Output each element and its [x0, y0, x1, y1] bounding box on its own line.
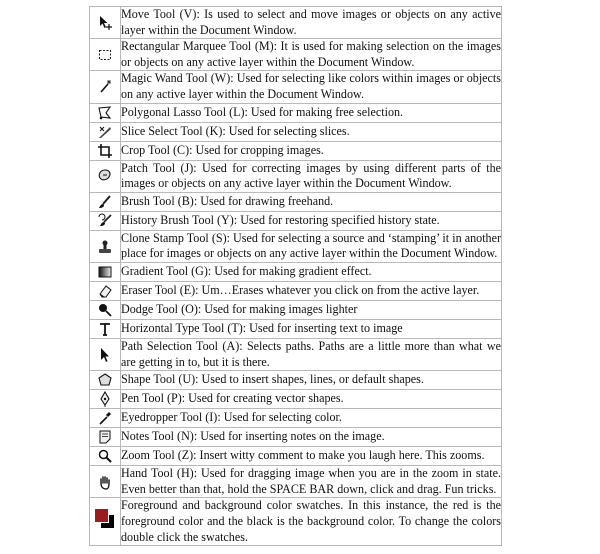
eyedropper-tool-icon — [97, 410, 113, 426]
table-row — [90, 141, 502, 160]
table-row — [90, 262, 502, 281]
crop-tool-icon — [97, 143, 113, 159]
icon-cell — [90, 192, 121, 211]
magic-wand-icon — [97, 79, 113, 95]
tool-description: History Brush Tool (Y): Used for restoring specified history state. — [121, 211, 502, 230]
tool-description: Eraser Tool (E): Um…Erases whatever you click on from the active layer. — [121, 281, 502, 300]
tool-description: Gradient Tool (G): Used for making gradient effect. — [121, 262, 502, 281]
tool-description: Notes Tool (N): Used for inserting notes on the image. — [121, 428, 502, 447]
tool-description: Patch Tool (J): Used for correcting images by using different parts of the images or objects on any active layer within the Document Window. — [121, 160, 502, 192]
slice-select-icon — [97, 124, 113, 140]
table-row — [90, 466, 502, 498]
icon-cell — [90, 428, 121, 447]
tool-description: Hand Tool (H): Used for dragging image when you are in the zoom in state. Even better than that, hold the SPACE BAR down, click and drag. Fun tricks. — [121, 466, 502, 498]
table-row — [90, 71, 502, 103]
table-row — [90, 160, 502, 192]
tool-description: Magic Wand Tool (W): Used for selecting like colors within images or objects on any active layer within the Document Window. — [121, 71, 502, 103]
icon-cell — [90, 211, 121, 230]
patch-tool-icon — [97, 168, 113, 184]
table-row — [90, 338, 502, 370]
type-tool-icon — [97, 321, 113, 337]
table-row — [90, 390, 502, 409]
tool-description: Eyedropper Tool (I): Used for selecting color. — [121, 409, 502, 428]
polygonal-lasso-icon — [97, 105, 113, 121]
icon-cell — [90, 230, 121, 262]
hand-tool-icon — [97, 474, 113, 490]
table-row — [90, 230, 502, 262]
icon-cell — [90, 300, 121, 319]
icon-cell — [90, 371, 121, 390]
tool-description: Clone Stamp Tool (S): Used for selecting a source and ‘stamping’ it in another place for images or objects on any active layer within the Document Window. — [121, 230, 502, 262]
path-selection-icon — [97, 347, 113, 363]
icon-cell — [90, 409, 121, 428]
zoom-tool-icon — [97, 448, 113, 464]
icon-cell — [90, 7, 121, 39]
icon-cell — [90, 281, 121, 300]
tool-description: Rectangular Marquee Tool (M): It is used for making selection on the images or objects on any active layer within the Document Window. — [121, 39, 502, 71]
tool-description: Brush Tool (B): Used for drawing freehand. — [121, 192, 502, 211]
foreground-swatch — [94, 508, 109, 523]
tool-description: Move Tool (V): Is used to select and move images or objects on any active layer within the Document Window. — [121, 7, 502, 39]
eraser-tool-icon — [97, 283, 113, 299]
icon-cell — [90, 122, 121, 141]
table-row — [90, 281, 502, 300]
icon-cell — [90, 39, 121, 71]
tool-description: Polygonal Lasso Tool (L): Used for making free selection. — [121, 103, 502, 122]
tool-description: Shape Tool (U): Used to insert shapes, lines, or default shapes. — [121, 371, 502, 390]
tool-description: Foreground and background color swatches. In this instance, the red is the foreground color and the black is the background color. To change the colors double click the swatches. — [121, 498, 502, 546]
icon-cell — [90, 262, 121, 281]
table-row — [90, 39, 502, 71]
icon-cell — [90, 319, 121, 338]
table-row — [90, 319, 502, 338]
icon-cell — [90, 71, 121, 103]
icon-cell — [90, 338, 121, 370]
pen-tool-icon — [97, 391, 113, 407]
tools-table — [89, 6, 502, 546]
icon-cell — [90, 447, 121, 466]
table-row — [90, 192, 502, 211]
table-row — [90, 428, 502, 447]
tool-description: Crop Tool (C): Used for cropping images. — [121, 141, 502, 160]
tool-description: Dodge Tool (O): Used for making images lighter — [121, 300, 502, 319]
shape-tool-icon — [97, 372, 113, 388]
tool-description: Path Selection Tool (A): Selects paths. Paths are a little more than what we are getting in to, but it is there. — [121, 338, 502, 370]
color-swatches-icon — [94, 508, 116, 530]
brush-tool-icon — [97, 194, 113, 210]
icon-cell — [90, 141, 121, 160]
table-row — [90, 447, 502, 466]
icon-cell — [90, 466, 121, 498]
table-row — [90, 409, 502, 428]
table-row — [90, 371, 502, 390]
tool-description: Slice Select Tool (K): Used for selecting slices. — [121, 122, 502, 141]
history-brush-icon — [97, 213, 113, 229]
icon-cell — [90, 498, 121, 546]
tool-description: Pen Tool (P): Used for creating vector shapes. — [121, 390, 502, 409]
table-row — [90, 300, 502, 319]
table-row — [90, 7, 502, 39]
tool-description: Zoom Tool (Z): Insert witty comment to make you laugh here. This zooms. — [121, 447, 502, 466]
icon-cell — [90, 103, 121, 122]
tool-description: Horizontal Type Tool (T): Used for inserting text to image — [121, 319, 502, 338]
table-row — [90, 211, 502, 230]
gradient-tool-icon — [97, 264, 113, 280]
tools-table-body — [90, 7, 502, 546]
clone-stamp-icon — [97, 239, 113, 255]
rectangular-marquee-icon — [97, 47, 113, 63]
dodge-tool-icon — [97, 302, 113, 318]
icon-cell — [90, 390, 121, 409]
notes-tool-icon — [97, 429, 113, 445]
icon-cell — [90, 160, 121, 192]
table-row — [90, 498, 502, 546]
table-row — [90, 122, 502, 141]
table-row — [90, 103, 502, 122]
move-tool-icon — [97, 15, 113, 31]
